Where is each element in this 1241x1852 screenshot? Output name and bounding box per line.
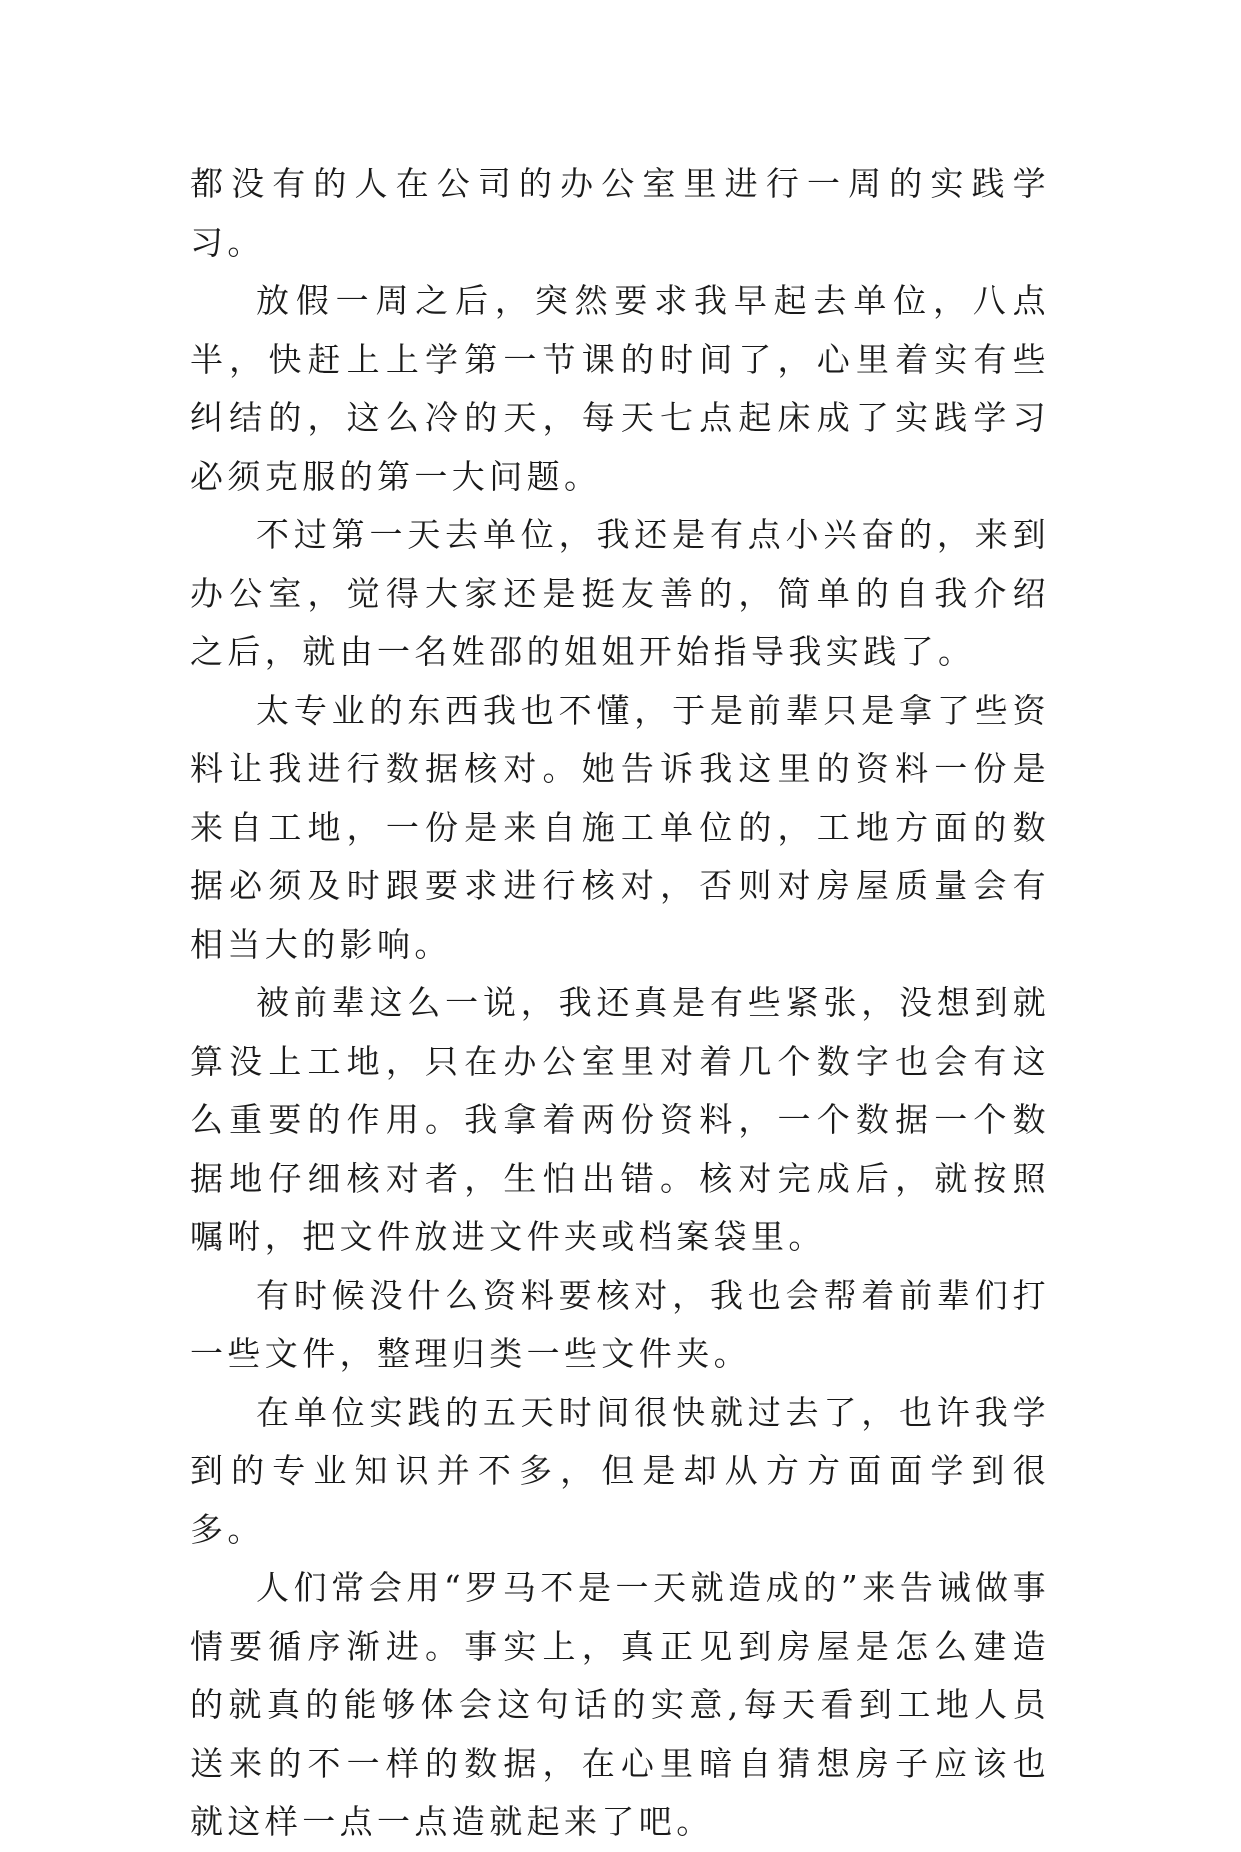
paragraph: 人们常会用“罗马不是一天就造成的”来告诫做事情要循序渐进。事实上，真正见到房屋是怎么建造的就真的能够体会这句话的实意,每天看到工地人员送来的不一样的数据，在心里暗自猜想房子应该也就这样一点一点造就起来了吧。 [190,1568,1050,1841]
paragraph: 在单位实践的五天时间很快就过去了，也许我学到的专业知识并不多，但是却从方方面面学到很多。 [190,1392,1050,1549]
paragraph: 放假一周之后，突然要求我早起去单位，八点半，快赶上上学第一节课的时间了，心里着实有些纠结的，这么冷的天，每天七点起床成了实践学习必须克服的第一大问题。 [190,281,1050,496]
paragraph-continued: 都没有的人在公司的办公室里进行一周的实践学习。 [190,164,1050,262]
paragraph: 不过第一天去单位，我还是有点小兴奋的，来到办公室，觉得大家还是挺友善的，简单的自我介绍之后，就由一名姓邵的姐姐开始指导我实践了。 [190,515,1050,671]
paragraph: 太专业的东西我也不懂，于是前辈只是拿了些资料让我进行数据核对。她告诉我这里的资料一份是来自工地，一份是来自施工单位的，工地方面的数据必须及时跟要求进行核对，否则对房屋质量会有相当大的影响。 [190,690,1050,964]
paragraph: 被前辈这么一说，我还真是有些紧张，没想到就算没上工地，只在办公室里对着几个数字也会有这么重要的作用。我拿着两份资料，一个数据一个数据地仔细核对者，生怕出错。核对完成后，就按照嘱咐，把文件放进文件夹或档案袋里。 [190,983,1050,1256]
paragraph: 有时候没什么资料要核对，我也会帮着前辈们打一些文件，整理归类一些文件夹。 [190,1275,1050,1373]
body-text [190,155,1050,1852]
